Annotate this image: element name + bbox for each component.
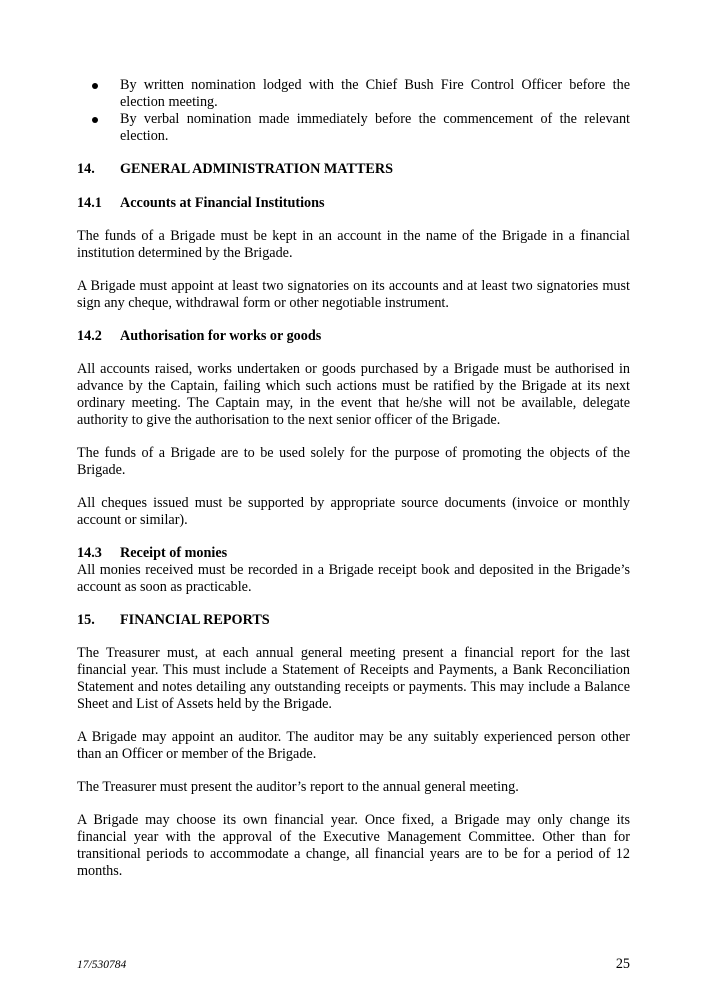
page-content xyxy=(77,77,630,880)
page-number: 25 xyxy=(615,956,630,972)
section-15-heading xyxy=(77,612,630,629)
paragraph: A Brigade may appoint an auditor. The auditor may be any suitably experienced person other than an Officer or member of the Brigade. xyxy=(77,729,630,762)
section-14-3-heading xyxy=(77,545,630,562)
paragraph: The funds of a Brigade must be kept in an account in the name of the Brigade in a financial institution determined by the Brigade. xyxy=(77,228,630,261)
paragraph: A Brigade may choose its own financial year. Once fixed, a Brigade may only change its financial year with the approval of the Executive Management Committee. Other than for transitional periods to accommodate a change, all financial years are to be for a period of 12 months. xyxy=(77,812,630,879)
bullet-item-verbal-nomination xyxy=(77,111,630,145)
bullet-text: By written nomination lodged with the Chief Bush Fire Control Officer before the election meeting. xyxy=(120,77,630,110)
paragraph: The Treasurer must present the auditor’s report to the annual general meeting. xyxy=(77,779,519,795)
document-reference: 17/530784 xyxy=(77,959,127,971)
subsection-title: Authorisation for works or goods xyxy=(120,328,322,344)
subsection-title: Receipt of monies xyxy=(120,545,228,561)
section-number: 15. xyxy=(77,612,95,628)
section-title: GENERAL ADMINISTRATION MATTERS xyxy=(120,161,394,177)
paragraph: A Brigade must appoint at least two signatories on its accounts and at least two signatories must sign any cheque, withdrawal form or other negotiable instrument. xyxy=(77,278,630,311)
bullet-icon xyxy=(92,117,98,123)
paragraph: The Treasurer must, at each annual general meeting present a financial report for the last financial year. This must include a Statement of Receipts and Payments, a Bank Reconciliation Statement and notes detailing any outstanding receipts or payments. This may include a Balance Sheet and List of Assets held by the Brigade. xyxy=(77,645,630,712)
paragraph: All cheques issued must be supported by appropriate source documents (invoice or monthly account or similar). xyxy=(77,495,630,528)
bullet-icon xyxy=(92,83,98,89)
section-14-2-heading xyxy=(77,328,630,345)
paragraph: The funds of a Brigade are to be used solely for the purpose of promoting the objects of the Brigade. xyxy=(77,445,630,478)
subsection-number: 14.3 xyxy=(77,545,102,561)
bullet-text: By verbal nomination made immediately before the commencement of the relevant election. xyxy=(120,111,630,144)
paragraph: All accounts raised, works undertaken or goods purchased by a Brigade must be authorised in advance by the Captain, failing which such actions must be ratified by the Brigade at its next ordinary meeting. The Captain may, in the event that he/she will not be available, delegate authority to give the authorisation to the next senior officer of the Brigade. xyxy=(77,361,630,428)
bullet-item-written-nomination xyxy=(77,77,630,111)
section-14-1-heading xyxy=(77,195,630,212)
section-number: 14. xyxy=(77,161,95,177)
subsection-title: Accounts at Financial Institutions xyxy=(120,195,325,211)
section-14-heading xyxy=(77,161,630,178)
subsection-number: 14.2 xyxy=(77,328,102,344)
section-title: FINANCIAL REPORTS xyxy=(120,612,270,628)
subsection-number: 14.1 xyxy=(77,195,102,211)
paragraph: All monies received must be recorded in a Brigade receipt book and deposited in the Brigade’s account as soon as practicable. xyxy=(77,562,630,595)
nomination-bullet-list xyxy=(77,77,630,145)
